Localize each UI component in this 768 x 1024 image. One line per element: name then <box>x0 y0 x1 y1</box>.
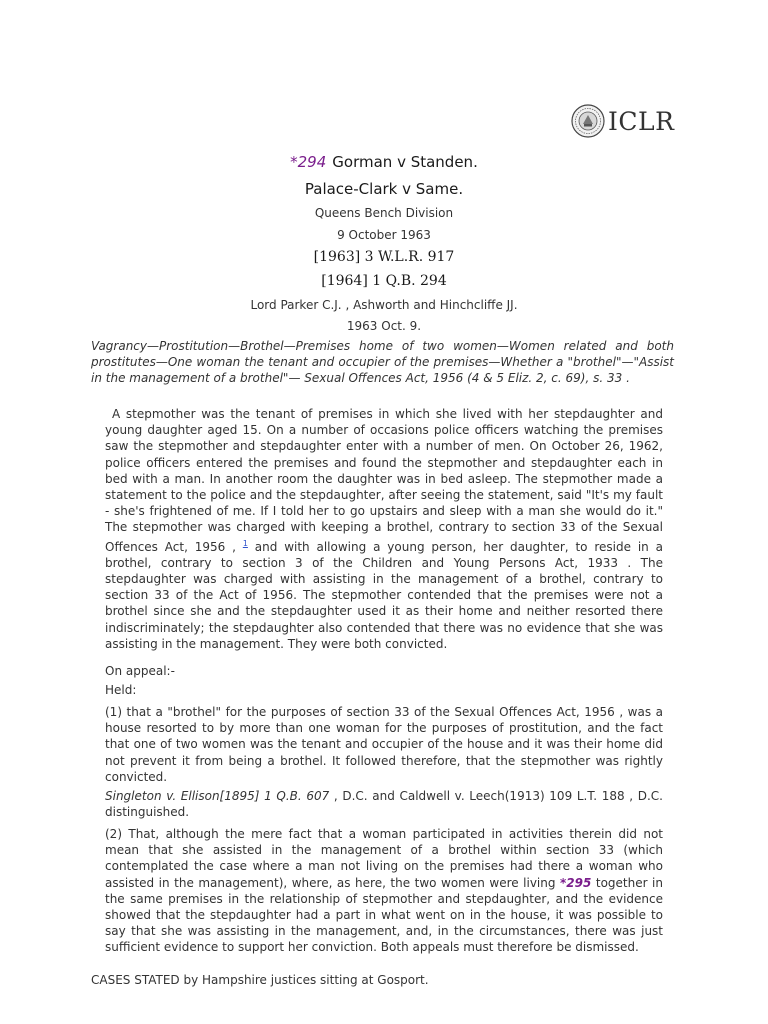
held2-text-1: (2) That, although the mere fact that a woman participated in activities therein did not mean that she assisted in the management of a brothel within section 33 (which contemplated the case where a man not living on the premises had there a woman who assisted in the management), where, as here, the two women were living <box>105 827 663 890</box>
logo-text: ICLR <box>608 106 675 136</box>
catchwords: Vagrancy—Prostitution—Brothel—Premises home of two women—Women related and both prostitutes—One woman the tenant and occupier of the premises—Whether a "brothel"—"Assist in the management of a brothel"— Sexual Offences Act, 1956 (4 & 5 Eliz. 2, c. 69), s. 33 . <box>91 339 674 386</box>
cases-distinguished <box>105 788 663 820</box>
footnote-link[interactable]: 1 <box>242 538 248 548</box>
page-reference: *294 <box>290 153 327 171</box>
court-name: Queens Bench Division <box>314 206 454 220</box>
citation-qb: [1964] 1 Q.B. 294 <box>321 273 447 289</box>
cases-stated: CASES STATED by Hampshire justices sitting at Gosport. <box>91 973 429 987</box>
case-singleton: Singleton v. Ellison[1895] 1 Q.B. 607 <box>105 789 330 803</box>
case-title <box>0 153 768 171</box>
held-paragraph-2 <box>105 826 663 956</box>
facts-text-2: and with allowing a young person, her daughter, to reside in a brothel, contrary to section 3 of the Children and Young Persons Act, 1933 . The stepdaughter was charged with assisting in the management of a brothel, contrary to section 33 of the Act of 1956. The stepmother contended that the premises were not a brothel since she and the stepdaughter used it as their home and neither resorted there indiscriminately; the stepdaughter also contended that there was no evidence that she was assisting in the management. They were both convicted. <box>105 539 663 651</box>
held2-text-2: together in the same premises in the relationship of stepmother and stepdaughter, and the evidence showed that the stepdaughter had a part in what went on in the house, it was possible to say that she was assisting in the management, and, in the circumstances, there was just sufficient evidence to support her conviction. Both appeals must therefore be dismissed. <box>105 875 663 955</box>
iclr-logo <box>571 104 674 138</box>
hearing-date: 1963 Oct. 9. <box>346 319 422 333</box>
judges: Lord Parker C.J. , Ashworth and Hinchcliffe JJ. <box>250 298 518 312</box>
page-marker-295: *295 <box>560 875 592 890</box>
held-label: Held: <box>105 683 137 697</box>
facts-text-1: A stepmother was the tenant of premises in which she lived with her stepdaughter and young daughter aged 15. On a number of occasions police officers watching the premises saw the stepmother and stepdaughter enter with a number of men. On October 26, 1962, police officers entered the premises and found the stepmother and stepdaughter each in bed with a man. In another room the daughter was in bed asleep. The stepmother made a statement to the police and the stepdaughter, after seeing the statement, said "It's my fault - she's frightened of me. If I told her to go upstairs and sleep with a man she would do it." The stepmother was charged with keeping a brothel, contrary to section 33 of the Sexual Offences Act, 1956 , <box>105 407 663 554</box>
seal-icon <box>571 104 605 138</box>
judgment-date: 9 October 1963 <box>337 228 431 242</box>
held-paragraph-1: (1) that a "brothel" for the purposes of section 33 of the Sexual Offences Act, 1956 , was a house resorted to by more than one woman for the purposes of prostitution, and the fact that one of two women was the tenant and occupier of the house and it was their home did not prevent it from being a brothel. It followed therefore, that the stepmother was rightly convicted. <box>105 705 663 784</box>
citation-wlr: [1963] 3 W.L.R. 917 <box>313 249 455 265</box>
facts-paragraph <box>105 406 663 652</box>
on-appeal-label: On appeal:- <box>105 664 175 678</box>
cases-rest: , D.C. and Caldwell v. Leech(1913) 109 L.T. 188 , D.C. distinguished. <box>105 789 663 820</box>
case-title-secondary: Palace-Clark v Same. <box>304 180 464 198</box>
case-name: Gorman v Standen. <box>332 153 478 171</box>
